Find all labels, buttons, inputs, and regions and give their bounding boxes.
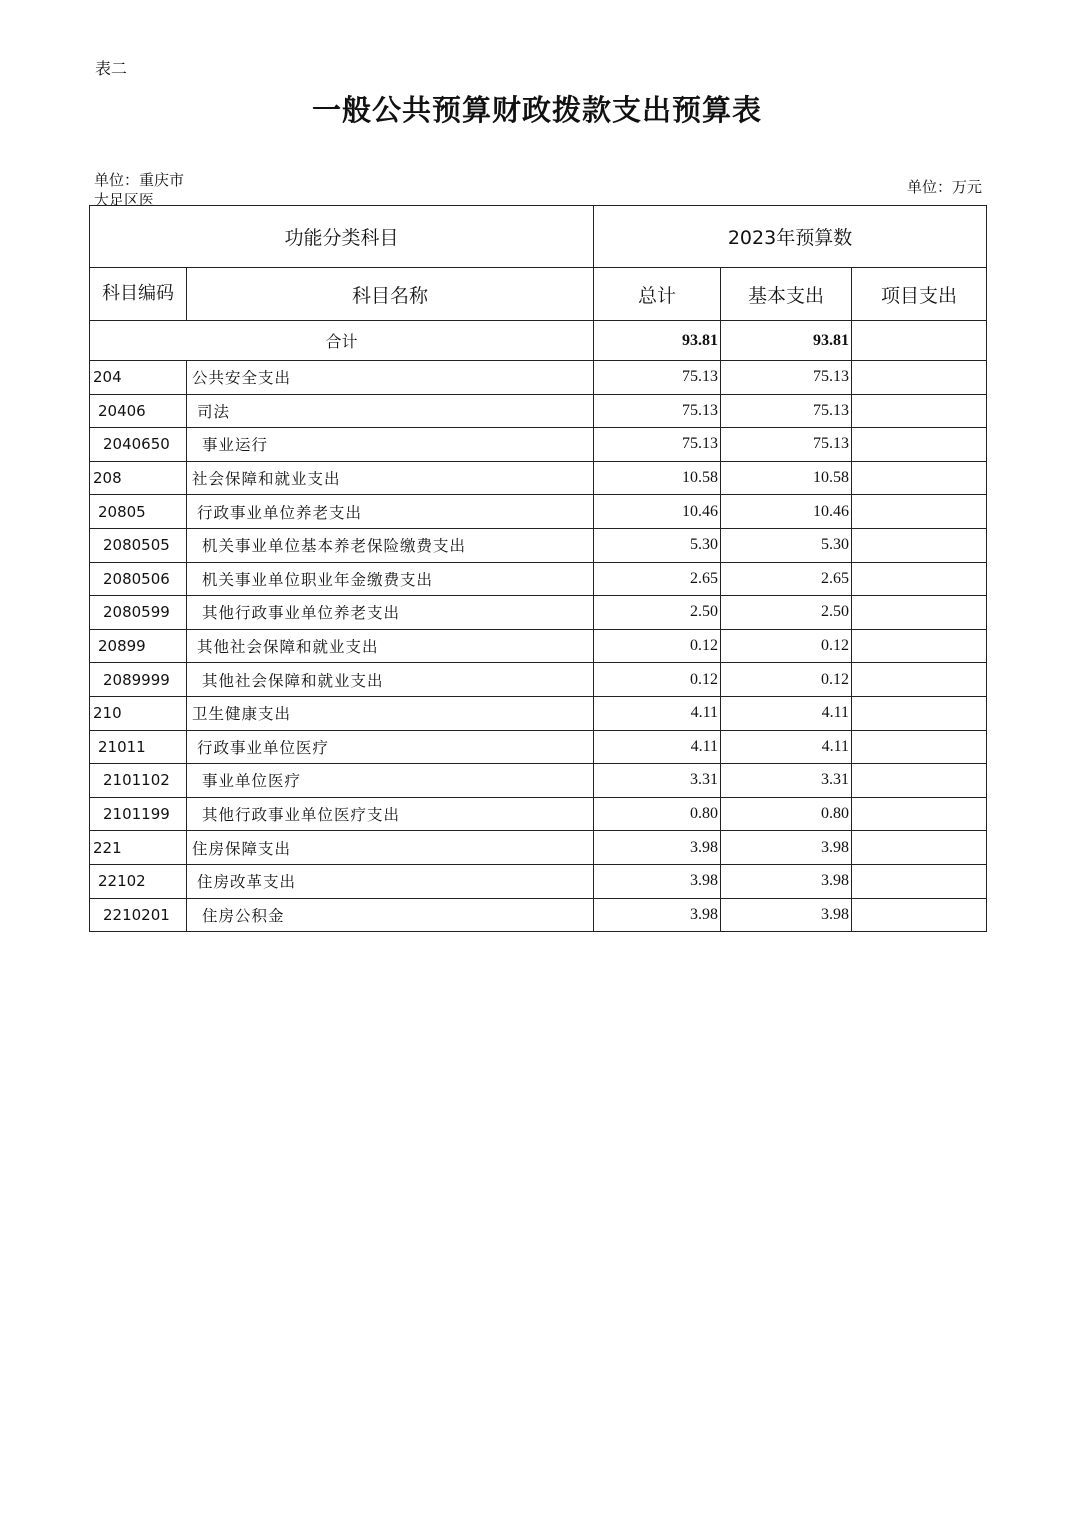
unit-organization: 单位：重庆市大足区医 — [94, 171, 184, 206]
table-row — [90, 596, 987, 630]
row-name: 其他社会保障和就业支出 — [187, 629, 594, 663]
row-project — [852, 831, 987, 865]
row-project — [852, 663, 987, 697]
row-name: 事业单位医疗 — [187, 764, 594, 798]
table-tag: 表二 — [95, 59, 128, 78]
row-basic: 3.98 — [721, 831, 852, 865]
table-row — [90, 797, 987, 831]
row-total: 2.50 — [594, 596, 721, 630]
row-name: 事业运行 — [187, 428, 594, 462]
header-group-row — [90, 206, 987, 268]
row-code: 2101199 — [90, 797, 187, 831]
row-basic: 0.12 — [721, 663, 852, 697]
header-column-row — [90, 268, 987, 321]
row-code: 2040650 — [90, 428, 187, 462]
row-total: 75.13 — [594, 361, 721, 395]
total-basic: 93.81 — [721, 321, 852, 361]
row-basic: 2.50 — [721, 596, 852, 630]
row-code: 221 — [90, 831, 187, 865]
row-total: 10.58 — [594, 461, 721, 495]
row-total: 4.11 — [594, 696, 721, 730]
row-project — [852, 428, 987, 462]
row-project — [852, 528, 987, 562]
row-name: 行政事业单位医疗 — [187, 730, 594, 764]
row-name: 住房改革支出 — [187, 864, 594, 898]
row-project — [852, 696, 987, 730]
table-row — [90, 361, 987, 395]
table-row — [90, 562, 987, 596]
row-project — [852, 797, 987, 831]
header-code: 科目编码 — [90, 268, 187, 321]
row-basic: 4.11 — [721, 696, 852, 730]
table-row — [90, 528, 987, 562]
header-basic: 基本支出 — [721, 268, 852, 321]
row-name: 公共安全支出 — [187, 361, 594, 395]
row-total: 3.98 — [594, 831, 721, 865]
table-row — [90, 663, 987, 697]
table-row — [90, 831, 987, 865]
row-name: 住房公积金 — [187, 898, 594, 932]
row-code: 204 — [90, 361, 187, 395]
row-code: 210 — [90, 696, 187, 730]
total-label: 合计 — [90, 321, 594, 361]
row-project — [852, 562, 987, 596]
row-code: 20406 — [90, 394, 187, 428]
page-title: 一般公共预算财政拨款支出预算表 — [311, 93, 762, 127]
row-basic: 3.98 — [721, 898, 852, 932]
row-basic: 3.98 — [721, 864, 852, 898]
row-basic: 75.13 — [721, 394, 852, 428]
row-total: 75.13 — [594, 394, 721, 428]
row-code: 208 — [90, 461, 187, 495]
table-row — [90, 629, 987, 663]
row-basic: 75.13 — [721, 361, 852, 395]
row-total: 4.11 — [594, 730, 721, 764]
row-total: 2.65 — [594, 562, 721, 596]
row-code: 2089999 — [90, 663, 187, 697]
header-budget-year: 2023年预算数 — [594, 206, 987, 268]
row-code: 2080506 — [90, 562, 187, 596]
row-total: 3.31 — [594, 764, 721, 798]
row-code: 2210201 — [90, 898, 187, 932]
row-name: 卫生健康支出 — [187, 696, 594, 730]
row-total: 3.98 — [594, 864, 721, 898]
table-row — [90, 730, 987, 764]
total-project — [852, 321, 987, 361]
row-code: 22102 — [90, 864, 187, 898]
row-name: 社会保障和就业支出 — [187, 461, 594, 495]
row-basic: 4.11 — [721, 730, 852, 764]
row-name: 住房保障支出 — [187, 831, 594, 865]
row-basic: 2.65 — [721, 562, 852, 596]
row-name: 机关事业单位职业年金缴费支出 — [187, 562, 594, 596]
row-basic: 10.46 — [721, 495, 852, 529]
row-project — [852, 629, 987, 663]
row-basic: 10.58 — [721, 461, 852, 495]
row-basic: 3.31 — [721, 764, 852, 798]
table-row — [90, 898, 987, 932]
row-name: 司法 — [187, 394, 594, 428]
row-total: 0.12 — [594, 663, 721, 697]
budget-table — [89, 205, 987, 932]
table-row — [90, 864, 987, 898]
row-basic: 75.13 — [721, 428, 852, 462]
row-name: 行政事业单位养老支出 — [187, 495, 594, 529]
row-project — [852, 361, 987, 395]
row-project — [852, 864, 987, 898]
row-code: 20805 — [90, 495, 187, 529]
row-project — [852, 898, 987, 932]
row-total: 0.12 — [594, 629, 721, 663]
row-code: 2080599 — [90, 596, 187, 630]
row-name: 其他行政事业单位养老支出 — [187, 596, 594, 630]
row-project — [852, 730, 987, 764]
row-code: 2101102 — [90, 764, 187, 798]
row-code: 21011 — [90, 730, 187, 764]
header-project: 项目支出 — [852, 268, 987, 321]
row-name: 其他行政事业单位医疗支出 — [187, 797, 594, 831]
header-function-classification: 功能分类科目 — [90, 206, 594, 268]
row-code: 20899 — [90, 629, 187, 663]
header-total: 总计 — [594, 268, 721, 321]
row-basic: 5.30 — [721, 528, 852, 562]
row-project — [852, 495, 987, 529]
table-row — [90, 461, 987, 495]
table-row — [90, 428, 987, 462]
row-total: 0.80 — [594, 797, 721, 831]
row-project — [852, 596, 987, 630]
row-basic: 0.80 — [721, 797, 852, 831]
row-code: 2080505 — [90, 528, 187, 562]
table-row — [90, 394, 987, 428]
row-total: 10.46 — [594, 495, 721, 529]
table-row — [90, 495, 987, 529]
table-row — [90, 696, 987, 730]
row-total: 5.30 — [594, 528, 721, 562]
row-basic: 0.12 — [721, 629, 852, 663]
row-name: 机关事业单位基本养老保险缴费支出 — [187, 528, 594, 562]
row-project — [852, 461, 987, 495]
header-name: 科目名称 — [187, 268, 594, 321]
unit-currency: 单位：万元 — [906, 178, 982, 196]
row-total: 3.98 — [594, 898, 721, 932]
row-project — [852, 764, 987, 798]
total-row — [90, 321, 987, 361]
row-total: 75.13 — [594, 428, 721, 462]
total-amount: 93.81 — [594, 321, 721, 361]
row-project — [852, 394, 987, 428]
table-row — [90, 764, 987, 798]
row-name: 其他社会保障和就业支出 — [187, 663, 594, 697]
